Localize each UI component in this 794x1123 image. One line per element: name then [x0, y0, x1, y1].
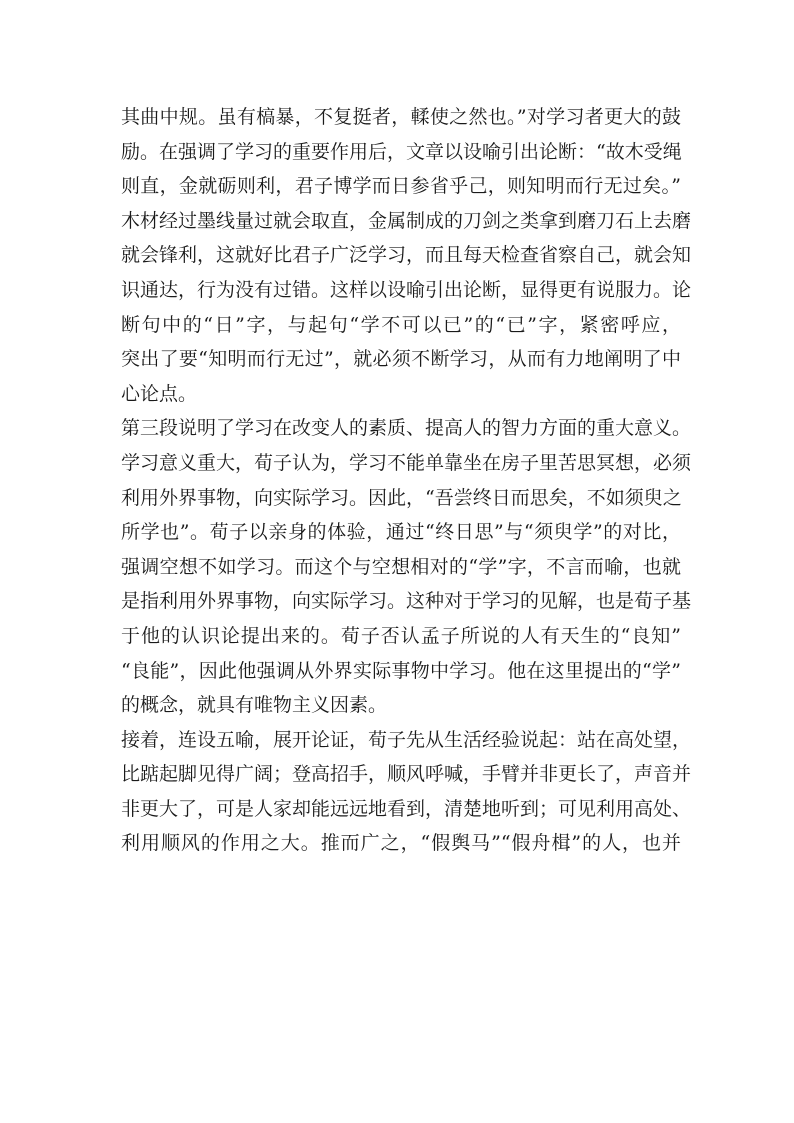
- text-line: 强调空想不如学习。而这个与空想相对的“学”字，不言而喻，也就: [121, 555, 681, 578]
- text-line: 接着，连设五喻，展开论证，荀子先从生活经验说起：站在高处望，: [121, 728, 692, 751]
- text-line: 利用顺风的作用之大。推而广之，“假舆马”“假舟楫”的人，也并: [121, 832, 681, 855]
- text-line: 其曲中规。虽有槁暴，不复挺者，輮使之然也。”对学习者更大的鼓: [121, 106, 681, 128]
- text-line: 学习意义重大，荀子认为，学习不能单靠坐在房子里苦思冥想，必须: [121, 451, 692, 474]
- text-line: 则直，金就砺则利，君子博学而日参省乎己，则知明而行无过矣。”: [121, 175, 681, 198]
- text-line: 比踮起脚见得广阔；登高招手，顺风呼喊，手臂并非更长了，声音并: [121, 763, 692, 786]
- text-line: 励。在强调了学习的重要作用后，文章以设喻引出论断：“故木受绳: [121, 140, 682, 163]
- text-line: 第三段说明了学习在改变人的素质、提高人的智力方面的重大意义。: [121, 417, 692, 440]
- text-line: 的概念，就具有唯物主义因素。: [121, 694, 388, 717]
- text-line: 是指利用外界事物，向实际学习。这种对于学习的见解，也是荀子基: [121, 590, 692, 613]
- text-line: 所学也”。荀子以亲身的体验，通过“终日思”与“须臾学”的对比，: [121, 521, 681, 544]
- text-line: 就会锋利，这就好比君子广泛学习，而且每天检查省察自己，就会知: [121, 244, 692, 267]
- text-line: 于他的认识论提出来的。荀子否认孟子所说的人有天生的“良知”: [121, 624, 681, 647]
- text-line: 断句中的“日”字，与起句“学不可以已”的“已”字，紧密呼应，: [121, 313, 681, 336]
- body-text: [121, 100, 692, 861]
- text-line: 木材经过墨线量过就会取直，金属制成的刀剑之类拿到磨刀石上去磨: [121, 209, 692, 232]
- text-line: “良能”，因此他强调从外界实际事物中学习。他在这里提出的“学”: [121, 659, 681, 682]
- text-line: 突出了要“知明而行无过”，就必须不断学习，从而有力地阐明了中: [121, 348, 681, 371]
- text-line: 心论点。: [121, 382, 198, 405]
- text-line: 识通达，行为没有过错。这样以设喻引出论断，显得更有说服力。论: [121, 278, 692, 301]
- text-line: 利用外界事物，向实际学习。因此，“吾尝终日而思矣，不如须臾之: [121, 486, 682, 509]
- text-line: 非更大了，可是人家却能远远地看到，清楚地听到；可见利用高处、: [121, 797, 692, 820]
